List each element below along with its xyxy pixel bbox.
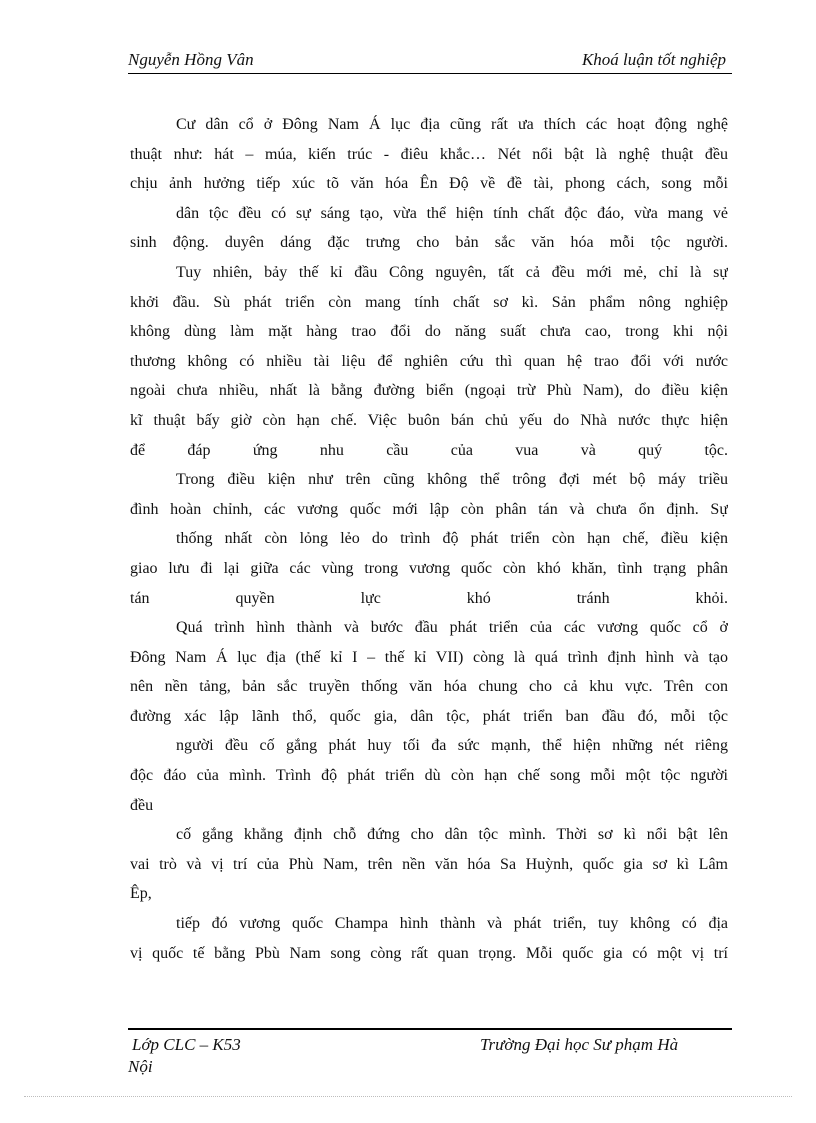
text-line: sinh động. duyên dáng đặc trưng cho bản sắc văn hóa mỗi tộc người. — [130, 234, 728, 252]
footer-class: Lớp CLC – K53 — [132, 1035, 241, 1054]
text-line: người đều cố gắng phát huy tối đa sức mạnh, thể hiện những nét riêng — [176, 737, 728, 755]
text-line: Tuy nhiên, bảy thế kỉ đầu Công nguyên, tất cả đều mới mẻ, chỉ là sự — [176, 263, 728, 281]
text-line: thống nhất còn lỏng lẻo do trình độ phát triển còn hạn chế, điều kiện — [176, 530, 728, 548]
text-line: cố gắng khẳng định chỗ đứng cho dân tộc mình. Thời sơ kì nổi bật lên — [176, 826, 728, 844]
text-line: tiếp đó vương quốc Champa hình thành và phát triển, tuy không có địa — [176, 915, 728, 933]
footer-rule — [128, 1028, 732, 1030]
text-line: chịu ảnh hưởng tiếp xúc tõ văn hóa Ên Độ về đề tài, phong cách, song mỗi — [130, 175, 728, 193]
footer-school-continued: Nội — [128, 1057, 153, 1076]
text-line: nên nền tảng, bản sắc truyền thống văn hóa chung cho cả khu vực. Trên con — [130, 678, 728, 696]
text-line: Êp, — [130, 885, 152, 903]
text-line: tán quyền lực khó tránh khỏi. — [130, 589, 728, 607]
text-line: dân tộc đều có sự sáng tạo, vừa thể hiện tính chất độc đáo, vừa mang vẻ — [176, 204, 728, 222]
footer-school: Trường Đại học Sư phạm Hà — [480, 1035, 679, 1054]
text-line: để đáp ứng nhu cầu của vua và quý tộc. — [130, 441, 728, 459]
text-line: vị quốc tế bằng Pbù Nam song còng rất quan trọng. Mỗi quốc gia có một vị trí — [130, 944, 728, 962]
text-line: Cư dân cổ ở Đông Nam Á lục địa cũng rất ưa thích các hoạt động nghệ — [176, 116, 728, 133]
text-line: kĩ thuật bấy giờ còn hạn chế. Việc buôn bán chủ yếu do Nhà nước thực hiện — [130, 411, 728, 429]
document-body — [130, 110, 728, 968]
text-line: khởi đầu. Sù phát triển còn mang tính chất sơ kì. Sản phẩm nông nghiệp — [130, 293, 728, 311]
text-line: đình hoàn chỉnh, các vương quốc mới lập còn phân tán và chưa ổn định. Sự — [130, 500, 728, 518]
text-line: thuật như: hát – múa, kiến trúc - điêu khắc… Nét nổi bật là nghệ thuật đều — [130, 145, 728, 163]
header-title: Khoá luận tốt nghiệp — [581, 50, 726, 69]
text-line: đường xác lập lãnh thổ, quốc gia, dân tộc, phát triển ban đầu đó, mỗi tộc — [130, 707, 728, 725]
text-line: giao lưu đi lại giữa các vùng trong vương quốc còn khó khăn, tình trạng phân — [130, 559, 728, 577]
text-line: không dùng làm mặt hàng trao đổi do năng suất chưa cao, trong khi nội — [130, 323, 728, 341]
page-header — [128, 50, 732, 72]
text-line: Đông Nam Á lục địa (thế kỉ I – thế kỉ VII) còng là quá trình định hình và tạo — [130, 648, 728, 666]
header-rule — [128, 73, 732, 74]
text-line: vai trò và vị trí của Phù Nam, trên nền văn hóa Sa Huỳnh, quốc gia sơ kì Lâm — [130, 855, 728, 873]
page-edge-dotted-line — [24, 1096, 792, 1097]
text-line: độc đáo của mình. Trình độ phát triển dù còn hạn chế song mỗi một tộc người — [130, 767, 728, 785]
text-line: thương không có nhiều tài liệu để nghiên cứu thì quan hệ trao đổi với nước — [130, 352, 728, 370]
header-author: Nguyễn Hồng Vân — [128, 50, 254, 69]
text-line: ngoài chưa nhiều, nhất là bằng đường biển (ngoại trừ Phù Nam), do điều kiện — [130, 382, 728, 400]
text-line: đều — [130, 796, 154, 814]
text-line: Quá trình hình thành và bước đầu phát triển của các vương quốc cổ ở — [176, 619, 728, 637]
text-line: Trong điều kiện như trên cũng không thể trông đợi mét bộ máy triều — [176, 471, 728, 489]
